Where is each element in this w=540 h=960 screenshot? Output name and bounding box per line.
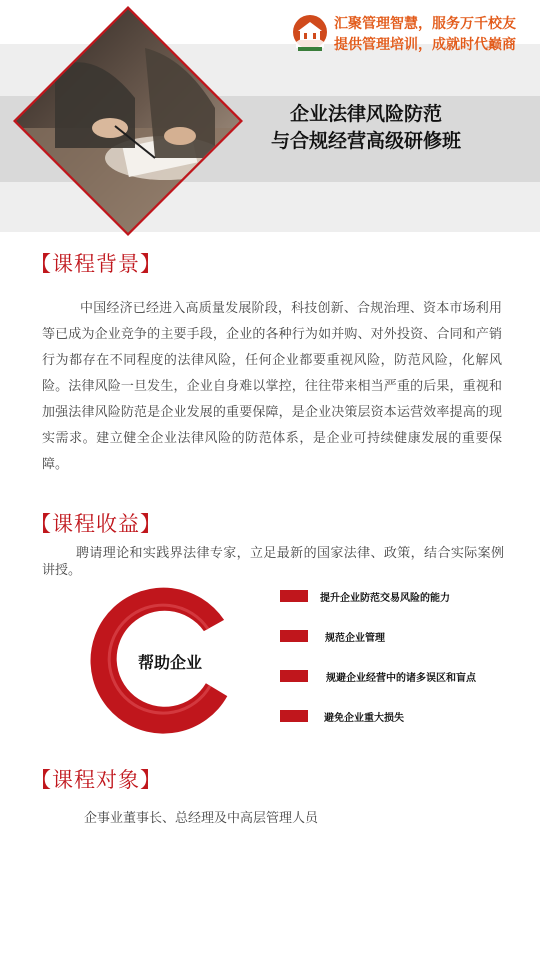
slogan-line-2: 提供管理培训，成就时代巅商 <box>334 37 516 53</box>
section-heading-background: 【课程背景】 <box>30 252 162 276</box>
benefit-item-label: 规避企业经营中的诸多误区和盲点 <box>326 672 476 684</box>
benefit-item <box>280 588 450 604</box>
background-paragraph: 中国经济已经进入高质量发展阶段，科技创新、合规治理、资本市场利用等已成为企业竞争的主要手段，企业的各种行为如并购、对外投资、合同和产销行为都存在不同程度的法律风险，任何企业都要重视风险，防范风险，化解风险。法律风险一旦发生，企业自身难以掌控，往往带来相当严重的后果，重视和加强法律风险防范是企业发展的重要保障，是企业决策层资本运营效率提高的现实需求。建立健全企业法律风险的防范体系，是企业可持续健康发展的重要保障。 <box>42 301 502 472</box>
benefit-item <box>280 708 404 724</box>
benefit-item-label: 避免企业重大损失 <box>324 712 404 724</box>
section-heading-benefits: 【课程收益】 <box>30 512 162 536</box>
benefit-marker <box>280 710 308 722</box>
course-title-line-1: 企业法律风险防范 <box>289 103 442 125</box>
slogan-line-1: 汇聚管理智慧，服务万千校友 <box>334 16 516 32</box>
benefit-marker <box>280 590 308 602</box>
course-title <box>236 101 496 155</box>
benefit-marker <box>280 670 308 682</box>
benefits-paragraph: 聘请理论和实践界法律专家，立足最新的国家法律、政策，结合实际案例讲授。 <box>42 546 504 578</box>
ring-label: 帮助企业 <box>137 653 202 672</box>
benefit-item <box>280 668 476 684</box>
benefit-item-label: 规范企业管理 <box>325 632 385 644</box>
school-emblem-icon <box>292 14 328 54</box>
benefit-marker <box>280 630 308 642</box>
audience-text: 企事业董事长、总经理及中高层管理人员 <box>84 811 319 826</box>
benefit-item-label: 提升企业防范交易风险的能力 <box>320 592 450 604</box>
section-heading-audience: 【课程对象】 <box>30 768 162 792</box>
header-slogan <box>334 14 516 56</box>
course-title-line-2: 与合规经营高级研修班 <box>270 130 461 152</box>
benefit-item <box>280 628 385 644</box>
